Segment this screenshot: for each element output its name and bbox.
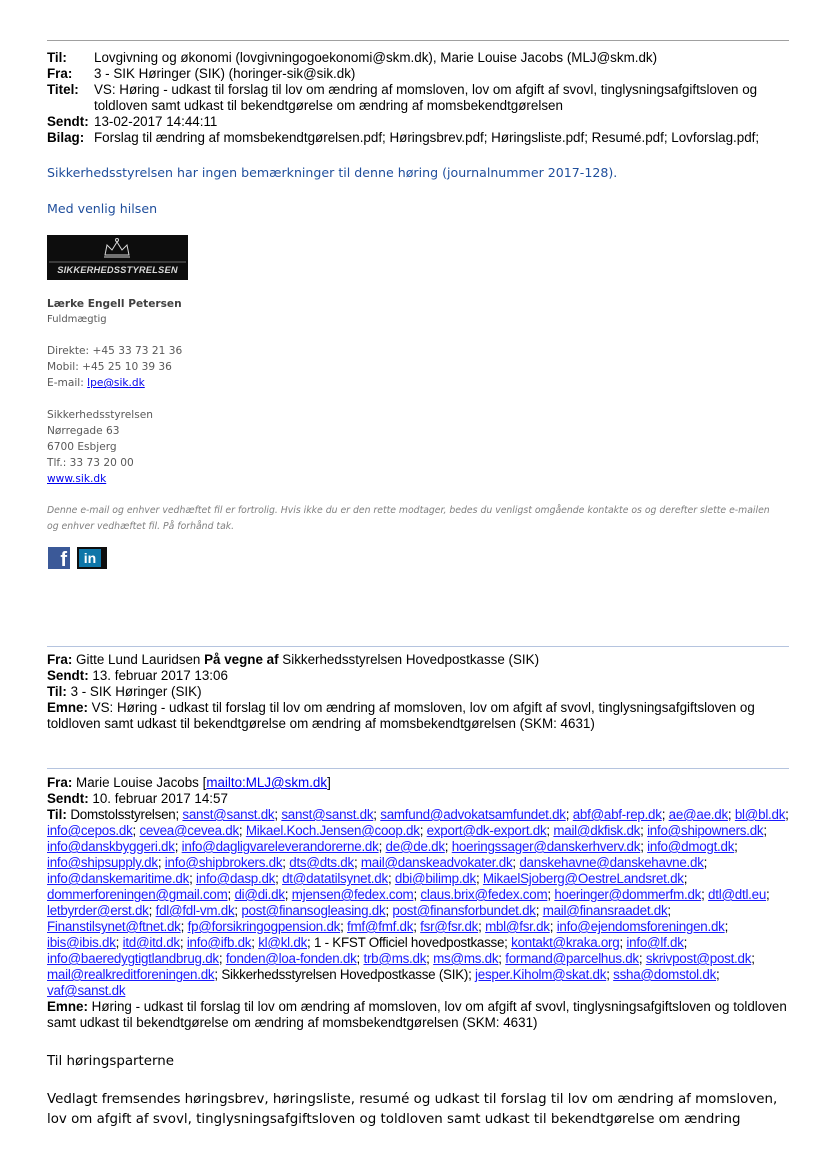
recipient-separator: ; — [157, 855, 165, 870]
email-header — [47, 50, 789, 146]
recipient-email-link[interactable]: sanst@sanst.dk — [182, 807, 275, 822]
header-to-row — [47, 50, 789, 66]
recipient-email-link[interactable]: fmf@fmf.dk — [347, 919, 414, 934]
signature — [47, 296, 182, 328]
fwd2-rule — [47, 768, 789, 769]
fwd1-to-row — [47, 684, 789, 700]
recipient-separator: ; — [701, 887, 709, 902]
recipient-email-link[interactable]: bl@bl.dk — [734, 807, 786, 822]
recipient-email-link[interactable]: abf@abf-rep.dk — [572, 807, 662, 822]
recipient-email-link[interactable]: ae@ae.dk — [668, 807, 728, 822]
recipient-email-link[interactable]: info@ifb.dk — [186, 935, 252, 950]
fwd2-to-row — [47, 807, 789, 999]
header-title-value: VS: Høring - udkast til forslag til lov om ændring af momsloven, lov om afgift af svovl, tinglysningsafgiftsloven og toldloven samt udkast til bekendtgørelse om ændring af momsbekendtgørelsen — [94, 82, 758, 113]
recipient-separator: ; — [640, 823, 648, 838]
recipient-email-link[interactable]: ssha@domstol.dk — [613, 967, 717, 982]
recipient-separator: Domstolsstyrelsen; — [70, 807, 183, 822]
recipient-separator: ; — [426, 951, 434, 966]
recipient-email-link[interactable]: info@ejendomsforeningen.dk — [556, 919, 725, 934]
recipient-separator: ; — [373, 807, 381, 822]
recipient-separator: ; — [727, 807, 735, 822]
recipient-separator: ; — [619, 935, 627, 950]
message-line: Sikkerhedsstyrelsen har ingen bemærkninger til denne høring (journalnummer 2017-128). — [47, 165, 618, 180]
recipient-email-link[interactable]: info@dagligvareleverandorerne.dk — [181, 839, 379, 854]
fwd2-sent-row — [47, 791, 789, 807]
fwd1-to-label: Til: — [47, 684, 67, 699]
fwd1-subject-value: VS: Høring - udkast til forslag til lov om ændring af momsloven, lov om afgift af svovl, tinglysningsafgiftsloven og toldloven samt udkast til bekendtgørelse om ændring af momsbekendtgørelsen (SKM: 4631) — [47, 700, 755, 731]
fwd2-sent-label: Sendt: — [47, 791, 89, 806]
recipient-email-link[interactable]: info@shipsupply.dk — [47, 855, 158, 870]
logo-text: SIKKERHEDSSTYRELSEN — [57, 265, 178, 275]
recipient-separator: ; — [703, 855, 708, 870]
recipient-separator: ; — [174, 839, 182, 854]
signature-org: Sikkerhedsstyrelsen — [47, 409, 153, 421]
recipient-email-link[interactable]: info@baeredygtigtlandbrug.dk — [47, 951, 219, 966]
recipient-email-link[interactable]: post@finansogleasing.dk — [241, 903, 386, 918]
signature-email-label: E-mail: — [47, 377, 88, 389]
recipient-separator: ; — [535, 903, 543, 918]
recipient-separator: ; — [218, 951, 226, 966]
letter-salutation: Til høringsparterne — [47, 1054, 175, 1069]
recipient-email-link[interactable]: hoeringer@dommerfm.dk — [554, 887, 702, 902]
header-from-label: Fra: — [47, 66, 73, 81]
sikkerhedsstyrelsen-logo — [47, 235, 188, 280]
fwd2-subject-row — [47, 999, 789, 1031]
signature-city: 6700 Esbjerg — [47, 441, 117, 453]
recipient-separator: ; — [340, 919, 348, 934]
recipient-email-link[interactable]: Finanstilsynet@ftnet.dk — [47, 919, 181, 934]
header-attach-value: Forslag til ændring af momsbekendtgørelsen.pdf; Høringsbrev.pdf; Høringsliste.pdf; Resumé.pdf; Lovforslag.pdf; — [94, 130, 760, 145]
recipient-email-link[interactable]: mail@realkreditforeningen.dk — [47, 967, 215, 982]
recipient-separator: ; — [284, 887, 292, 902]
recipient-separator: ; — [547, 887, 555, 902]
recipient-email-link[interactable]: info@dasp.dk — [196, 871, 276, 886]
recipient-email-link[interactable]: claus.brix@fedex.com — [420, 887, 548, 902]
fwd2-mailto-link[interactable]: mailto:MLJ@skm.dk — [206, 775, 328, 790]
recipient-separator: ; — [751, 951, 755, 966]
greeting: Med venlig hilsen — [47, 201, 158, 216]
recipient-separator: ; — [413, 887, 421, 902]
fwd2-sent-value: 10. februar 2017 14:57 — [92, 791, 228, 806]
recipient-separator: ; — [282, 855, 290, 870]
recipient-separator: ; — [478, 919, 486, 934]
recipient-separator: ; — [683, 935, 688, 950]
recipient-separator: ; — [413, 919, 421, 934]
recipient-email-link[interactable]: kl@kl.dk — [258, 935, 308, 950]
recipient-separator: ; — [238, 823, 246, 838]
recipient-separator: ; — [387, 871, 395, 886]
recipient-email-link[interactable]: jesper.Kiholm@skat.dk — [475, 967, 607, 982]
recipient-separator: ; — [179, 935, 187, 950]
recipient-email-link[interactable]: letbyrder@erst.dk — [47, 903, 149, 918]
recipient-email-link[interactable]: cevea@cevea.dk — [139, 823, 239, 838]
fwd1-subject-row — [47, 700, 789, 732]
recipient-email-link[interactable]: sanst@sanst.dk — [281, 807, 374, 822]
header-sent-value: 13-02-2017 14:44:11 — [94, 114, 218, 129]
recipient-separator: ; — [353, 855, 361, 870]
recipient-separator: ; — [419, 823, 427, 838]
recipient-separator: ; — [716, 967, 720, 982]
recipient-separator: ; — [148, 903, 156, 918]
recipient-separator: ; — [234, 903, 242, 918]
fwd1-sent-row — [47, 668, 789, 684]
recipient-separator: ; — [115, 935, 123, 950]
recipient-email-link[interactable]: Mikael.Koch.Jensen@coop.dk — [245, 823, 420, 838]
signature-role: Fuldmægtig — [47, 314, 107, 325]
recipient-separator: ; — [275, 871, 283, 886]
recipient-email-link[interactable]: kontakt@kraka.org — [511, 935, 620, 950]
fwd1-to-value: 3 - SIK Høringer (SIK) — [70, 684, 202, 699]
recipient-email-link[interactable]: info@lf.dk — [626, 935, 684, 950]
signature-web-link[interactable]: www.sik.dk — [47, 473, 107, 485]
recipient-email-link[interactable]: info@danskbyggeri.dk — [47, 839, 175, 854]
recipient-email-link[interactable]: danskehavne@danskehavne.dk — [519, 855, 704, 870]
fwd2-from-row: Fra: Marie Louise Jacobs [mailto:MLJ@skm.dk] — [47, 775, 331, 790]
recipient-separator: ; — [356, 951, 364, 966]
recipient-separator: ; — [512, 855, 520, 870]
recipient-separator: ; — [734, 839, 738, 854]
recipient-email-link[interactable]: info@shipbrokers.dk — [164, 855, 283, 870]
signature-email-row — [47, 375, 182, 391]
recipient-separator: ; — [606, 967, 614, 982]
fwd2-subject-value: Høring - udkast til forslag til lov om ændring af momsloven, lov om afgift af svovl, tinglysningsafgiftsloven og toldloven samt udkast til bekendtgørelse om ændring af momsbekendtgørelsen (SKM: 4631) — [47, 999, 787, 1030]
recipient-separator: ; — [180, 919, 188, 934]
recipient-separator: ; — [546, 823, 554, 838]
recipient-email-link[interactable]: info@cepos.dk — [47, 823, 133, 838]
forward-header-1 — [47, 652, 789, 732]
recipient-separator: ; — [444, 839, 452, 854]
fwd1-subject-label: Emne: — [47, 700, 88, 715]
fwd1-sent-value: 13. februar 2017 13:06 — [92, 668, 228, 683]
recipient-separator: ; — [724, 919, 729, 934]
recipient-email-link[interactable]: de@de.dk — [385, 839, 445, 854]
recipient-separator: ; — [251, 935, 259, 950]
recipient-separator: ; — [385, 903, 393, 918]
fwd2-from-name: Marie Louise Jacobs — [76, 775, 199, 790]
recipient-email-link[interactable]: ibis@ibis.dk — [47, 935, 116, 950]
signature-address — [47, 407, 153, 487]
header-attach-row — [47, 130, 789, 146]
signature-phone: Tlf.: 33 73 20 00 — [47, 457, 134, 469]
recipient-email-link[interactable]: formand@parcelhus.dk — [505, 951, 639, 966]
signature-mobile: Mobil: +45 25 10 39 36 — [47, 361, 172, 373]
recipient-email-link[interactable]: info@danskemaritime.dk — [47, 871, 190, 886]
facebook-icon[interactable] — [48, 547, 70, 569]
header-sent-label: Sendt: — [47, 114, 89, 129]
recipient-email-link[interactable]: dommerforeningen@gmail.com — [47, 887, 228, 902]
fwd1-from-row — [47, 652, 789, 668]
header-title-label: Titel: — [47, 82, 79, 97]
recipient-email-link[interactable]: mbl@fsr.dk — [485, 919, 550, 934]
recipient-email-link[interactable]: samfund@advokatsamfundet.dk — [380, 807, 566, 822]
signature-direct: Direkte: +45 33 73 21 36 — [47, 345, 183, 357]
recipient-separator: ; — [638, 951, 646, 966]
linkedin-icon[interactable] — [77, 547, 107, 569]
recipient-separator: ; — [498, 951, 506, 966]
header-from-value: 3 - SIK Høringer (SIK) (horinger-sik@sik.dk) — [94, 66, 356, 81]
recipient-email-link[interactable]: fsr@fsr.dk — [420, 919, 479, 934]
recipient-email-link[interactable]: mail@dkfisk.dk — [553, 823, 641, 838]
recipient-email-link[interactable]: dtl@dtl.eu — [708, 887, 767, 902]
header-from-row — [47, 66, 789, 82]
header-top-rule — [47, 40, 789, 41]
recipient-separator: ; — [475, 871, 483, 886]
fwd2-to-label: Til: — [47, 807, 67, 822]
recipient-separator: ; — [189, 871, 197, 886]
recipient-separator: ; — [667, 903, 671, 918]
recipient-separator: ; — [565, 807, 573, 822]
recipient-email-link[interactable]: fp@forsikringogpension.dk — [187, 919, 341, 934]
recipient-email-link[interactable]: info@shipowners.dk — [647, 823, 764, 838]
signature-name: Lærke Engell Petersen — [47, 298, 182, 310]
recipient-separator: ; — [227, 887, 235, 902]
signature-contact — [47, 343, 182, 391]
recipient-email-link[interactable]: itd@itd.dk — [122, 935, 180, 950]
recipient-separator: ; — [763, 823, 767, 838]
signature-email-link[interactable]: lpe@sik.dk — [87, 377, 145, 389]
recipient-email-link[interactable]: trb@ms.dk — [363, 951, 427, 966]
recipient-email-link[interactable]: export@dk-export.dk — [426, 823, 547, 838]
header-title-row — [47, 82, 789, 114]
forward-header-2 — [47, 775, 789, 1031]
header-to-label: Til: — [47, 50, 67, 65]
fwd1-from-org: Sikkerhedsstyrelsen Hovedpostkasse (SIK) — [282, 652, 540, 667]
recipient-email-link[interactable]: MikaelSjoberg@OestreLandsret.dk — [482, 871, 684, 886]
fwd2-from-label: Fra: — [47, 775, 73, 790]
recipient-email-link[interactable]: fdl@fdl-vm.dk — [155, 903, 235, 918]
recipient-separator: ; — [549, 919, 557, 934]
header-sent-row — [47, 114, 789, 130]
recipient-separator: ; — [683, 871, 688, 886]
linkedin-badge — [79, 549, 101, 567]
recipient-email-link[interactable]: dt@datatilsynet.dk — [282, 871, 388, 886]
recipient-email-link[interactable]: hoeringssager@danskerhverv.dk — [451, 839, 641, 854]
recipient-email-link[interactable]: fonden@loa-fonden.dk — [225, 951, 357, 966]
recipient-email-link[interactable]: di@di.dk — [234, 887, 285, 902]
recipient-separator: ; — [274, 807, 282, 822]
recipient-separator: ; — [132, 823, 140, 838]
recipient-separator: ; — [661, 807, 669, 822]
header-to-value: Lovgivning og økonomi (lovgivningogoekonomi@skm.dk), Marie Louise Jacobs (MLJ@skm.dk) — [94, 50, 658, 65]
recipient-email-link[interactable]: mjensen@fedex.com — [291, 887, 414, 902]
header-attach-label: Bilag: — [47, 130, 85, 145]
recipient-email-link[interactable]: post@finansforbundet.dk — [392, 903, 536, 918]
recipient-email-link[interactable]: info@dmogt.dk — [647, 839, 735, 854]
signature-street: Nørregade 63 — [47, 425, 120, 437]
recipient-separator: ; — [378, 839, 386, 854]
recipient-email-link[interactable]: dts@dts.dk — [289, 855, 354, 870]
recipient-email-link[interactable]: dbi@bilimp.dk — [394, 871, 476, 886]
recipient-separator: ; — [766, 887, 770, 902]
fwd2-subject-label: Emne: — [47, 999, 88, 1014]
recipient-email-link[interactable]: ms@ms.dk — [433, 951, 499, 966]
fwd1-sent-label: Sendt: — [47, 668, 89, 683]
recipient-email-link[interactable]: mail@finansraadet.dk — [542, 903, 668, 918]
fwd1-from-label: Fra: — [47, 652, 73, 667]
facebook-glyph: f — [60, 549, 67, 569]
recipient-separator: ; — [640, 839, 648, 854]
fwd1-from-name: Gitte Lund Lauridsen — [76, 652, 201, 667]
letter-paragraph: Vedlagt fremsendes høringsbrev, høringsliste, resumé og udkast til forslag til lov om ændring af momsloven, lov om afgift af svovl, tinglysningsafgiftsloven og toldloven samt udkast til bekendtgørelse om ændring — [47, 1092, 778, 1127]
fwd1-on-behalf: På vegne af — [204, 652, 279, 667]
fwd2-recipient-list — [47, 807, 789, 998]
recipient-email-link[interactable]: skrivpost@post.dk — [645, 951, 752, 966]
linkedin-glyph: in — [83, 550, 97, 566]
recipient-email-link[interactable]: mail@danskeadvokater.dk — [360, 855, 513, 870]
fwd1-rule — [47, 646, 789, 647]
disclaimer: Denne e-mail og enhver vedhæftet fil er fortrolig. Hvis ikke du er den rette modtager, bedes du venligst omgående kontakte os og derefter slette e-mailen og enhver vedhæftet fil. På forhånd tak. — [47, 505, 770, 532]
recipient-email-link[interactable]: vaf@sanst.dk — [47, 983, 126, 998]
recipient-separator: ; — [785, 807, 789, 822]
recipient-separator: ; 1 - KFST Officiel hovedpostkasse; — [307, 935, 512, 950]
recipient-separator: ; Sikkerhedsstyrelsen Hovedpostkasse (SIK); — [214, 967, 476, 982]
